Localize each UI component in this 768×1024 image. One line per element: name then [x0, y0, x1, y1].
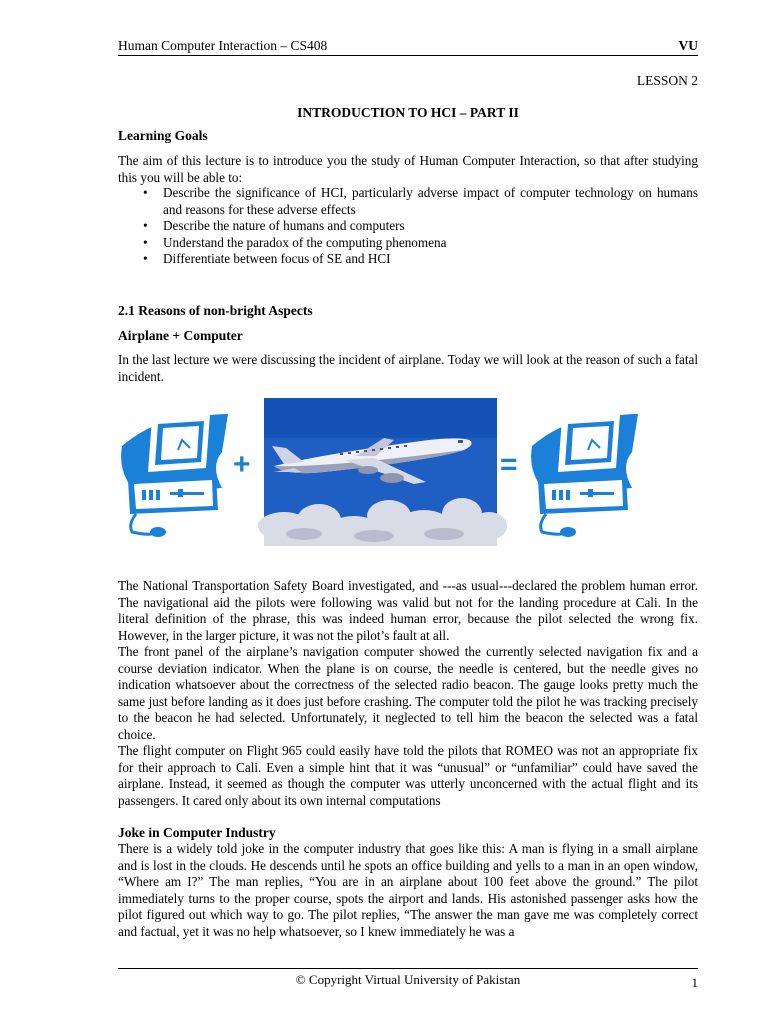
body-paragraph-1: The National Transportation Safety Board investigated, and ---as usual---declared the problem human error. The navigational aid the pilots were following was valid but not for the landing procedure at Cali. In the literal definition of the phrase, this was indeed human error, because the pilot selected the wrong fix. However, in the larger picture, it was not the pilot’s fault at all.: [118, 578, 698, 643]
computer-icon: [531, 414, 638, 537]
list-item-text: Differentiate between focus of SE and HCI: [163, 251, 391, 267]
bullet-icon: •: [143, 185, 148, 200]
bullet-icon: •: [143, 218, 148, 234]
list-item-text: Describe the significance of HCI, particularly adverse impact of computer technology on humans and reasons for these adverse effects: [163, 185, 698, 217]
learning-goals-list: [118, 185, 698, 268]
joke-heading: Joke in Computer Industry: [118, 825, 276, 840]
body-paragraph-2: The front panel of the airplane’s navigation computer showed the currently selected navigation fix and a course deviation indicator. When the plane is on course, the needle is centered, but the needle gives no indication whatsoever about the correctness of the selected radio beacon. The gauge looks pretty much the same just before landing as it does just before crashing. The computer told the pilot he was tracking precisely to the beacon he had selected. Unfortunately, it neglected to tell him the beacon the selected was a fatal choice.: [118, 644, 698, 742]
section-subheading: Airplane + Computer: [118, 328, 243, 343]
bullet-icon: •: [143, 251, 148, 267]
course-title: Human Computer Interaction – CS408: [118, 38, 328, 53]
body-paragraph-3: The flight computer on Flight 965 could easily have told the pilots that ROMEO was not an appropriate fix for their approach to Cali. Even a simple hint that it was “unusual” or “unfamiliar” could have saved the airplane. Instead, it seemed as though the computer was utterly unconcerned with the actual flight and its passengers. It cared only about its own internal computations: [118, 743, 698, 808]
airplane-computer-figure: [118, 398, 638, 546]
section-intro: In the last lecture we were discussing the incident of airplane. Today we will look at the reason of such a fatal incident.: [118, 352, 698, 384]
section-heading: 2.1 Reasons of non-bright Aspects: [118, 303, 313, 318]
list-item: [118, 185, 698, 218]
computer-icon: [121, 414, 228, 537]
learning-goals-heading: Learning Goals: [118, 128, 208, 143]
university-short-name: VU: [678, 38, 698, 53]
bullet-icon: •: [143, 234, 148, 250]
plus-sign: +: [233, 448, 251, 481]
list-item: [118, 218, 698, 235]
document-title: INTRODUCTION TO HCI – PART II: [297, 105, 519, 120]
list-item: [118, 251, 698, 268]
list-item: [118, 235, 698, 252]
copyright-notice: © Copyright Virtual University of Pakistan: [295, 972, 521, 987]
list-item-text: Understand the paradox of the computing phenomena: [163, 234, 447, 250]
joke-text: There is a widely told joke in the computer industry that goes like this: A man is flying in a small airplane and is lost in the clouds. He descends until he spots an office building and yells to a man in an open window, “Where am I?” The man replies, “You are in an airplane about 100 feet above the ground.” The pilot immediately turns to the proper course, spots the airport and lands. His astonished passenger asks how the pilot figured out which way to go. The pilot replies, “The answer the man gave me was completely correct and factual, yet it was no help whatsoever, so I knew immediately he was a: [118, 841, 698, 939]
lesson-label: LESSON 2: [636, 73, 698, 88]
equals-sign: =: [500, 448, 518, 481]
footer-rule: [118, 968, 698, 969]
figure-svg: [118, 398, 638, 546]
page-number: 1: [691, 975, 698, 990]
list-item-text: Describe the nature of humans and computers: [163, 218, 405, 234]
header-rule: [118, 55, 698, 56]
airplane-image: [258, 398, 507, 546]
learning-goals-intro: The aim of this lecture is to introduce you the study of Human Computer Interaction, so that after studying this you will be able to:: [118, 153, 698, 185]
